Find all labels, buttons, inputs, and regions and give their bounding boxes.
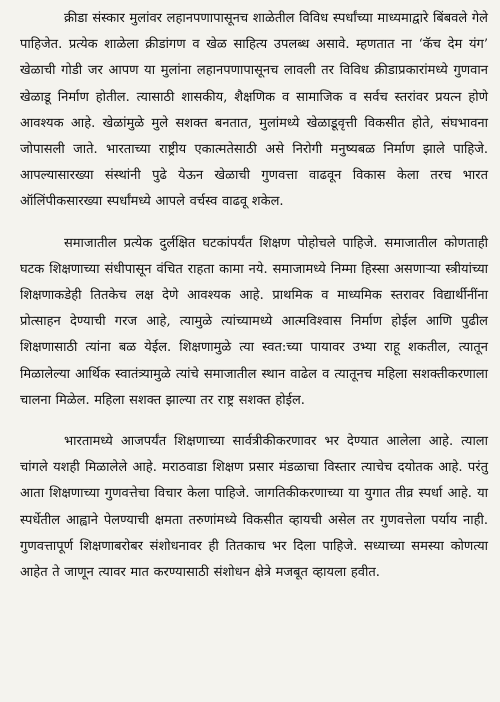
paragraph-sports: क्रीडा संस्कार मुलांवर लहानपणापासूनच शाळेतील विविध स्पर्धांच्या माध्यमाद्वारे बिंबवले गेले पाहिजेत. प्रत्येक शाळेला क्रीडांगण व खेळ साहित्य उपलब्ध असावे. म्हणतात ना ‘कॅच देम यंग’ खेळाची गोडी जर आपण या मुलांना लहानपणापासूनच लावली तर विविध क्रीडाप्रकारांमध्ये गुणवान खेळाडू निर्माण होतील. त्यासाठी शासकीय, शैक्षणिक व सामाजिक व सर्वच स्तरांवर प्रयत्न होणे आवश्यक आहे. खेळांमुळे मुले सशक्त बनतात, मुलांमध्ये खेळाडूवृत्ती विकसीत होते, संघभावना जोपासली जाते. भारताच्या राष्ट्रीय एकात्मतेसाठी असे निरोगी मनुष्यबळ निर्माण झाले पाहिजे. आपल्यासारख्या संस्थांनी पुढे येऊन खेळाची गुणवत्ता वाढवून विकास केला तरच भारत ऑलिंपीकसारख्या स्पर्धांमध्ये आपले वर्चस्व वाढवू शकेल. xyxy=(20,11,488,210)
paragraph-quality-research: भारतामध्ये आजपर्यंत शिक्षणाच्या सार्वत्रीकीकरणावर भर देण्यात आलेला आहे. त्याला चांगले यशही मिळालेले आहे. मराठवाडा शिक्षण प्रसार मंडळाचा विस्तार त्याचेच दयोतक आहे. परंतु आता शिक्षणाच्या गुणवत्तेचा विचार केला पाहिजे. जागतिकीकरणाच्या या युगात तीव्र स्पर्धा आहे. या स्पर्धेतील आह्वाने पेलण्याची क्षमता तरुणांमध्ये विकसीत व्हायची असेल तर गुणवत्तेला पर्याय नाही. गुणवत्तापूर्ण शिक्षणाबरोबर संशोधनावर ही तितकाच भर दिला पाहिजे. सध्याच्या समस्या कोणत्या आहेत ते जाणून त्यावर मात करण्यासाठी संशोधन क्षेत्रे मजबूत व्हायला हवीत. xyxy=(20,434,488,581)
paragraph-education-equity: समाजातील प्रत्येक दुर्लक्षित घटकांपर्यंत शिक्षण पोहोचले पाहिजे. समाजातील कोणताही घटक शिक्षणाच्या संधीपासून वंचित राहता कामा नये. समाजामध्ये निम्मा हिस्सा असणाऱ्या स्त्रीयांच्या शिक्षणाकडेही तितकेच लक्ष देणे आवश्यक आहे. प्राथमिक व माध्यमिक स्तरावर विद्यार्थीनींना प्रोत्साहन देण्याची गरज आहे, त्यामुळे त्यांच्यामध्ये आत्मविश्वास निर्माण होईल आणि पुढील शिक्षणासाठी त्यांना बळ येईल. शिक्षणामुळे त्या स्वत:च्या पायावर उभ्या राहू शकतील, त्यातून मिळालेल्या आर्थिक स्वातंत्र्यामुळे त्यांचे समाजातील स्थान वाढेल व त्यातूनच महिला सशक्तीकरणाला चालना मिळेल. महिला सशक्त झाल्या तर राष्ट्र सशक्त होईल. xyxy=(20,235,488,408)
